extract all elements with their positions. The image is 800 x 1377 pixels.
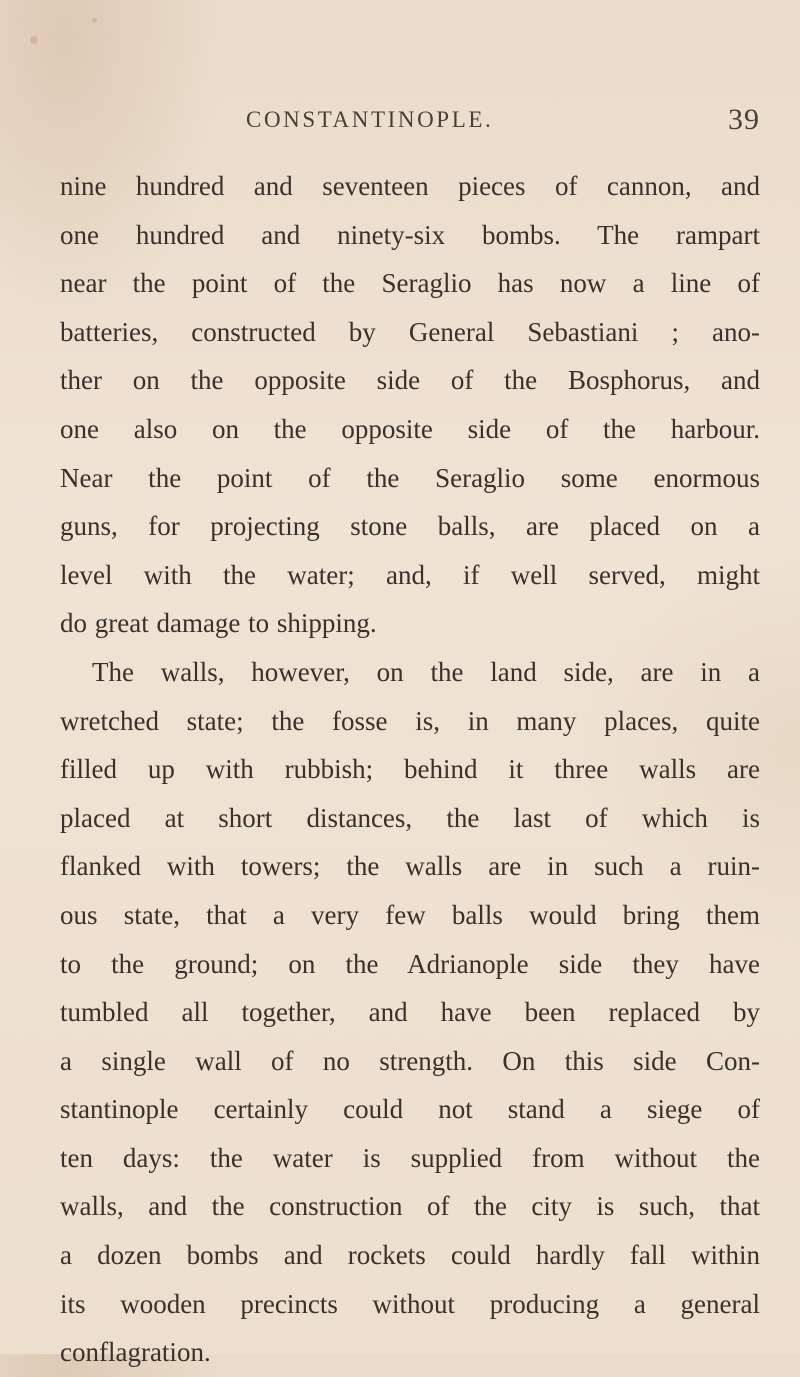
text-line: a single wall of no strength. On this side Con- — [60, 1045, 760, 1076]
text-line: stantinople certainly could not stand a siege of — [60, 1094, 760, 1125]
body-text — [60, 162, 760, 1377]
text-line: ten days: the water is supplied from without the — [60, 1142, 760, 1173]
text-line-paragraph-start: The walls, however, on the land side, are in a — [92, 656, 760, 687]
text-line: batteries, constructed by General Sebastiani ; ano- — [60, 316, 760, 347]
text-line: to the ground; on the Adrianople side they have — [60, 948, 760, 979]
running-head — [60, 103, 760, 147]
text-line: flanked with towers; the walls are in such a ruin- — [60, 851, 760, 882]
text-line: near the point of the Seraglio has now a line of — [60, 268, 760, 299]
text-line: walls, and the construction of the city is such, that — [60, 1191, 760, 1222]
paper-stain — [30, 36, 38, 44]
text-line: one also on the opposite side of the harbour. — [60, 413, 760, 444]
paper-stain — [92, 18, 97, 23]
text-line: ther on the opposite side of the Bosphorus, and — [60, 365, 760, 396]
text-line: one hundred and ninety-six bombs. The rampart — [60, 219, 760, 250]
text-line: a dozen bombs and rockets could hardly fall within — [60, 1240, 760, 1271]
text-line: its wooden precincts without producing a general — [60, 1288, 760, 1319]
text-line: tumbled all together, and have been replaced by — [60, 997, 760, 1028]
text-line: placed at short distances, the last of which is — [60, 802, 760, 833]
text-line: conflagration. — [60, 1337, 211, 1368]
text-line: level with the water; and, if well served, might — [60, 559, 760, 590]
text-line: do great damage to shipping. — [60, 608, 377, 639]
text-line: filled up with rubbish; behind it three walls are — [60, 754, 760, 785]
text-line: nine hundred and seventeen pieces of cannon, and — [60, 171, 760, 201]
page-number: 39 — [728, 103, 760, 136]
running-title: CONSTANTINOPLE. — [246, 107, 494, 132]
text-line: wretched state; the fosse is, in many places, quite — [60, 705, 760, 736]
text-line: Near the point of the Seraglio some enormous — [60, 462, 760, 493]
text-line: guns, for projecting stone balls, are placed on a — [60, 511, 760, 542]
text-line: ous state, that a very few balls would bring them — [60, 899, 760, 930]
